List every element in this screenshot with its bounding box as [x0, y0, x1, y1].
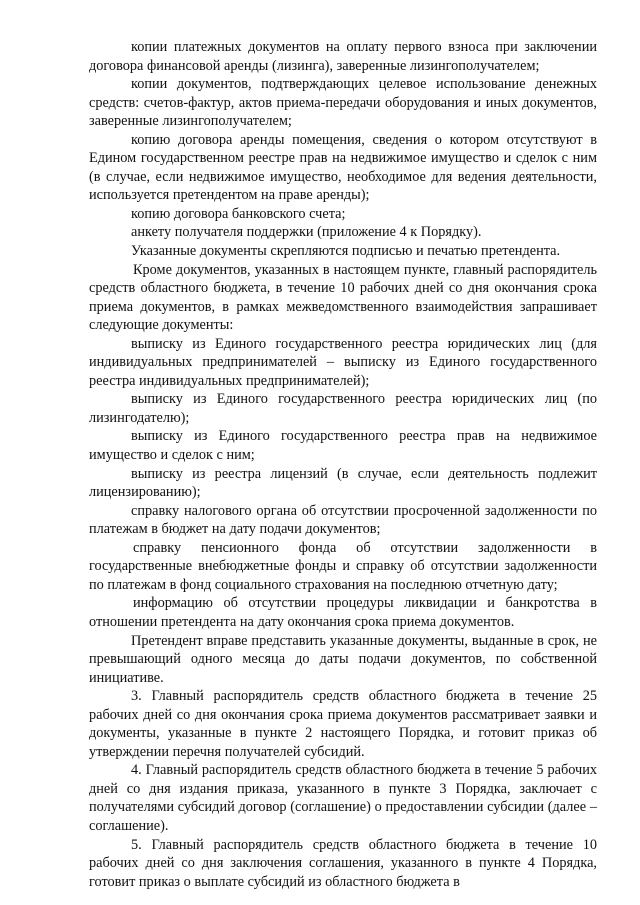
- paragraph-signature-seal: Указанные документы скрепляются подписью и печатью претендента.: [131, 243, 561, 260]
- paragraph-license-extract: выписку из реестра лицензий (в случае, если деятельность подлежит лицензированию);: [89, 465, 597, 501]
- paragraph-interagency-request: Кроме документов, указанных в настоящем пункте, главный распорядитель средств областного бюджета, в течение 10 рабочих дней со дня окончания срока приема документов, в рамках межведомственного взаимодействия запрашивает следующие документы:: [89, 261, 597, 334]
- paragraph-lease-payment-copies: копии платежных документов на оплату первого взноса при заключении договора финансовой аренды (лизинга), заверенные лизингополучателем;: [89, 39, 597, 74]
- paragraph-support-questionnaire: анкету получателя поддержки (приложение 4 к Порядку).: [131, 224, 482, 241]
- paragraph-item-5: 5. Главный распорядитель средств областного бюджета в течение 10 рабочих дней со дня заключения соглашения, указанного в пункте 4 Порядка, готовит приказ о выплате субсидий из областного бюджета в: [89, 836, 597, 890]
- paragraph-item-4: 4. Главный распорядитель средств областного бюджета в течение 5 рабочих дней со дня издания приказа, указанного в пункте 3 Порядка, заключает с получателями субсидий договор (соглашение) о предоставлении субсидии (далее – соглашение).: [89, 762, 597, 834]
- paragraph-real-estate-extract: выписку из Единого государственного реестра прав на недвижимое имущество и сделок с ним;: [89, 428, 597, 464]
- paragraph-own-initiative: Претендент вправе представить указанные документы, выданные в срок, не превышающий одного месяца до даты подачи документов, по собственной инициативе.: [89, 632, 597, 686]
- paragraph-liquidation-info: информацию об отсутствии процедуры ликвидации и банкротства в отношении претендента на дату окончания срока приема документов.: [89, 595, 597, 630]
- paragraph-legal-entities-extract: выписку из Единого государственного реестра юридических лиц (для индивидуальных предпринимателей – выписку из Единого государственного реестра индивидуальных предпринимателей);: [89, 335, 597, 389]
- paragraph-bank-account-copy: копию договора банковского счета;: [131, 205, 346, 222]
- document-page: [89, 38, 597, 891]
- paragraph-pension-fund-certificate: справку пенсионного фонда об отсутствии задолженности в государственные внебюджетные фонды и справку об отсутствии задолженности по платежам в фонд социального страхования на последнюю отчетную дату;: [89, 539, 597, 593]
- paragraph-lessor-extract: выписку из Единого государственного реестра юридических лиц (по лизингодателю);: [89, 391, 597, 426]
- paragraph-tax-certificate: справку налогового органа об отсутствии просроченной задолженности по платежам в бюджет на дату подачи документов;: [89, 502, 597, 538]
- paragraph-item-3: 3. Главный распорядитель средств областного бюджета в течение 25 рабочих дней со дня окончания срока приема документов рассматривает заявки и документы, указанные в пункте 2 настоящего Порядка, и готовит приказ об утверждении перечня получателей субсидий.: [89, 688, 597, 760]
- paragraph-target-use-copies: копии документов, подтверждающих целевое использование денежных средств: счетов-фактур, актов приема-передачи оборудования и иных документов, заверенные лизингополучателем;: [89, 76, 597, 130]
- paragraph-premises-lease-copy: копию договора аренды помещения, сведения о котором отсутствуют в Едином государственном реестре прав на недвижимое имущество и сделок с ним (в случае, если недвижимое имущество, необходимое для ведения деятельности, используется претендентом на праве аренды);: [89, 131, 597, 204]
